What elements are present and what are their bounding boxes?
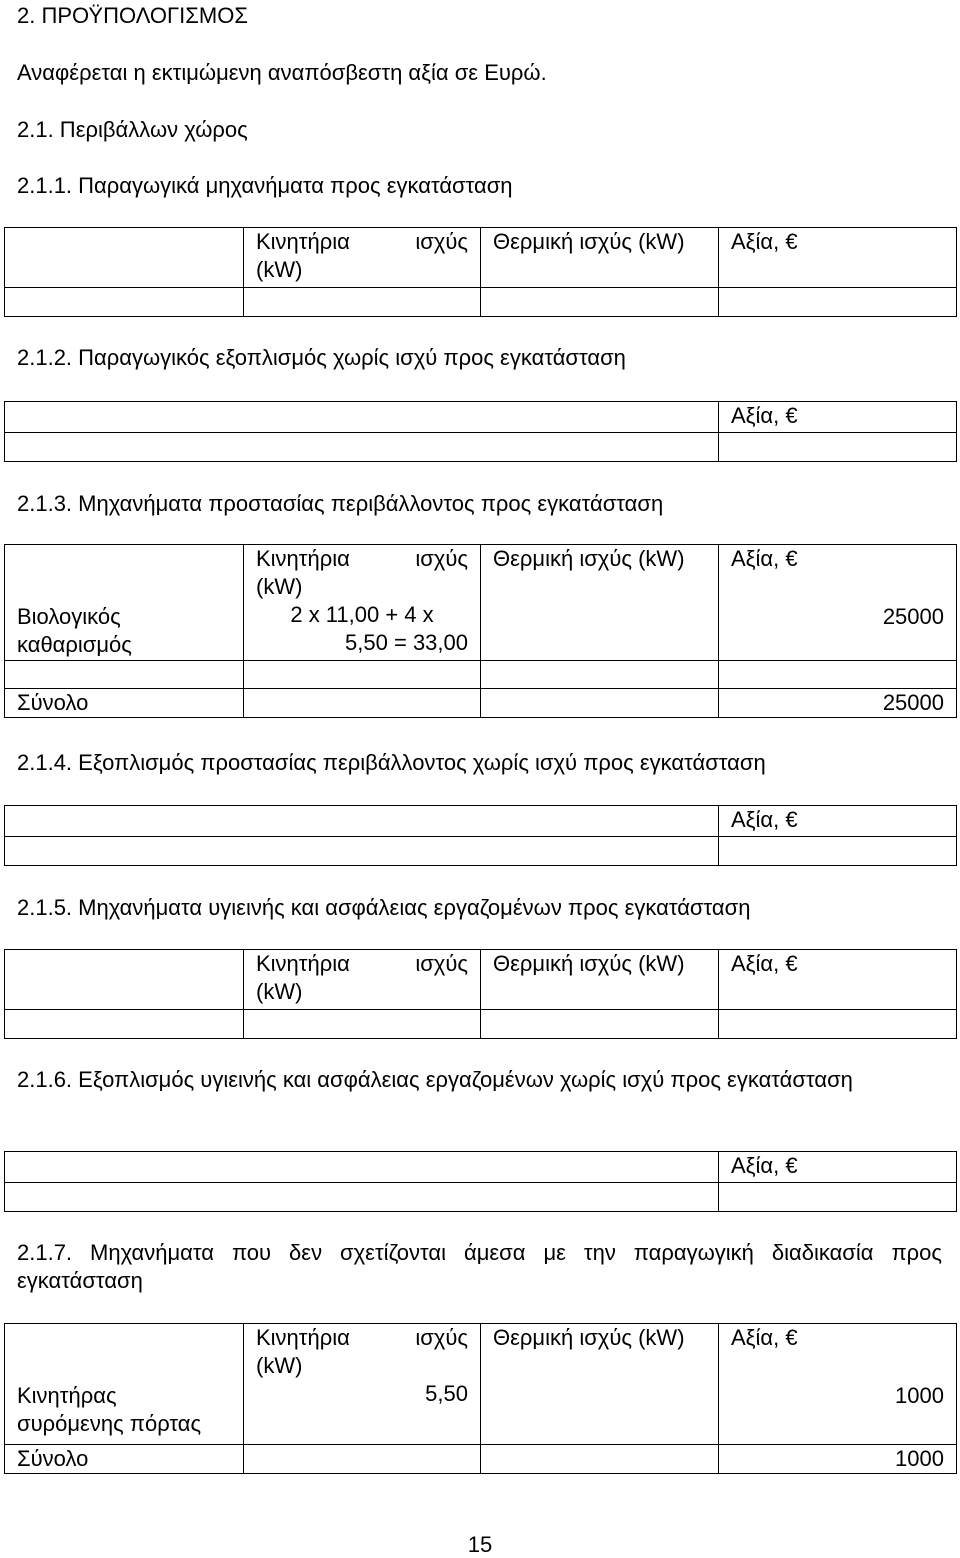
- motor-power-header: Κινητήρια ισχύς (kW): [244, 950, 481, 1010]
- section-2-1-6-title: 2.1.6. Εξοπλισμός υγιεινής και ασφάλειας εργαζομένων χωρίς ισχύ προς εγκατάσταση: [17, 1067, 853, 1092]
- motor-power-cell: Κινητήρια ισχύς (kW) 2 x 11,00 + 4 x 5,50 = 33,00: [244, 545, 481, 661]
- value-header: Αξία, €: [719, 950, 957, 1010]
- equipment-name: Βιολογικός καθαρισμός: [5, 545, 244, 661]
- table-row: [5, 661, 957, 689]
- value-header: Αξία, €: [719, 402, 957, 433]
- total-row: [5, 1445, 957, 1474]
- table-header-row: [5, 228, 957, 288]
- table-row: [5, 837, 957, 866]
- table-header-row: [5, 1152, 957, 1183]
- equipment-name: Κινητήρας συρόμενης πόρτας: [5, 1324, 244, 1445]
- intro-text: Αναφέρεται η εκτιμώμενη αναπόσβεστη αξία σε Ευρώ.: [17, 60, 547, 85]
- section-heading: 2. ΠΡΟΫΠΟΛΟΓΙΣΜΟΣ: [17, 3, 248, 28]
- motor-power-header: Κινητήρια ισχύς (kW): [244, 228, 481, 288]
- table-header-row: [5, 402, 957, 433]
- section-2-1-title: 2.1. Περιβάλλων χώρος: [17, 117, 248, 142]
- section-2-1-5-title: 2.1.5. Μηχανήματα υγιεινής και ασφάλειας εργαζομένων προς εγκατάσταση: [17, 895, 751, 920]
- total-value: 25000: [719, 689, 957, 718]
- table-2-1-5: [4, 949, 957, 1039]
- table-2-1-3: [4, 544, 957, 718]
- section-2-1-7-title: 2.1.7. Μηχανήματα που δεν σχετίζονται άμεσα με την παραγωγική διαδικασία προς εγκατάσταση: [17, 1240, 942, 1293]
- value-cell: Αξία, € 1000: [719, 1324, 957, 1445]
- value-cell: Αξία, € 25000: [719, 545, 957, 661]
- table-row: [5, 288, 957, 317]
- table-row: [5, 1183, 957, 1212]
- total-value: 1000: [719, 1445, 957, 1474]
- table-2-1-1: [4, 227, 957, 317]
- total-label: Σύνολο: [5, 1445, 244, 1474]
- total-label: Σύνολο: [5, 689, 244, 718]
- table-row: [5, 545, 957, 661]
- table-header-row: [5, 950, 957, 1010]
- section-2-1-2-title: 2.1.2. Παραγωγικός εξοπλισμός χωρίς ισχύ προς εγκατάσταση: [17, 345, 626, 370]
- table-2-1-2: [4, 401, 957, 462]
- table-2-1-4: [4, 805, 957, 866]
- table-header-row: [5, 806, 957, 837]
- section-2-1-4-title: 2.1.4. Εξοπλισμός προστασίας περιβάλλοντος χωρίς ισχύ προς εγκατάσταση: [17, 750, 766, 775]
- table-row: [5, 433, 957, 462]
- page-number: 15: [467, 1532, 493, 1557]
- thermal-power-header: Θερμική ισχύς (kW): [481, 545, 719, 661]
- value-header: Αξία, €: [719, 228, 957, 288]
- table-row: [5, 1010, 957, 1039]
- thermal-power-header: Θερμική ισχύς (kW): [481, 950, 719, 1010]
- section-2-1-1-title: 2.1.1. Παραγωγικά μηχανήματα προς εγκατάσταση: [17, 173, 513, 198]
- total-row: [5, 689, 957, 718]
- value-header: Αξία, €: [719, 806, 957, 837]
- value-header: Αξία, €: [719, 1152, 957, 1183]
- table-2-1-6: [4, 1151, 957, 1212]
- thermal-power-header: Θερμική ισχύς (kW): [481, 228, 719, 288]
- section-2-1-3-title: 2.1.3. Μηχανήματα προστασίας περιβάλλοντος προς εγκατάσταση: [17, 491, 664, 516]
- table-2-1-7: [4, 1323, 957, 1474]
- table-row: [5, 1324, 957, 1445]
- thermal-power-header: Θερμική ισχύς (kW): [481, 1324, 719, 1445]
- motor-power-cell: Κινητήρια ισχύς (kW) 5,50: [244, 1324, 481, 1445]
